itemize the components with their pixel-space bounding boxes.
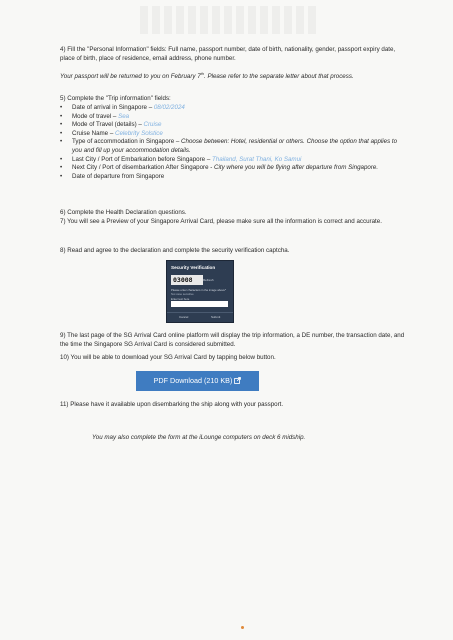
list-item: • Mode of Travel (details) – Cruise	[60, 121, 405, 130]
step-9-text: 9) The last page of the SG Arrival Card online platform will display the trip information, a DE number, the transaction date, and the time the Singapore SG Arrival Card is considered submitted.	[60, 332, 405, 348]
page-mark	[241, 626, 244, 629]
list-item: • Next City / Port of disembarkation After Singapore - City where you will be flying after departure from Singapore.	[60, 164, 405, 173]
list-item: • Cruise Name – Celebrity Solstice	[60, 130, 405, 139]
passport-note: Your passport will be returned to you on February 7th. Please refer to the separate letter about that process.	[60, 70, 354, 80]
show-through-text	[140, 6, 320, 34]
captcha-subtext: Not case sensitive	[171, 292, 194, 296]
pdf-download-button[interactable]	[136, 371, 259, 391]
captcha-input[interactable]	[171, 301, 228, 307]
step-8-text: 8) Read and agree to the declaration and complete the security verification captcha.	[60, 247, 290, 254]
step-7-text: 7) You will see a Preview of your Singapore Arrival Card, please make sure all the information is correct and accurate.	[60, 218, 382, 225]
captcha-question: Please enter characters in the image above*	[171, 288, 227, 292]
closing-note: You may also complete the form at the iLounge computers on deck 6 midship.	[92, 434, 306, 441]
step-5-heading: 5) Complete the "Trip information" fields:	[60, 95, 171, 102]
trip-info-list	[60, 104, 405, 181]
external-link-icon	[234, 377, 241, 384]
list-item: • Mode of travel – Sea	[60, 113, 405, 122]
captcha-button-bar	[167, 312, 233, 323]
step-4-text: 4) Fill the "Personal Information" fields: Full name, passport number, date of birth, nationality, gender, passport expiry date, place of birth, place of residence, email address, phone number.	[60, 46, 396, 62]
captcha-input-label: Enter text here	[171, 297, 190, 301]
list-item: • Date of departure from Singapore	[60, 173, 405, 182]
pdf-download-label: PDF Download (210 KB)	[153, 376, 233, 385]
security-verification-panel	[166, 260, 234, 323]
list-item: • Last City / Port of Embarkation before Singapore – Thailand, Surat Thani, Ko Samui	[60, 156, 405, 165]
step-6-text: 6) Complete the Health Declaration questions.	[60, 209, 187, 216]
list-item: • Date of arrival in Singapore – 08/02/2024	[60, 104, 405, 113]
submit-button[interactable]: Submit	[211, 315, 221, 319]
captcha-image: 03008	[171, 275, 203, 285]
step-11-text: 11) Please have it available upon disembarking the ship along with your passport.	[60, 401, 284, 408]
step-10-text: 10) You will be able to download your SG Arrival Card by tapping below button.	[60, 354, 276, 361]
captcha-refresh[interactable]: Refresh	[203, 278, 214, 282]
cancel-button[interactable]: Cancel	[179, 315, 189, 319]
list-item: • Type of accommodation in Singapore – Choose between: Hotel, residential or others. Choose the option that applies to you and fill up your accommodation details.	[60, 138, 405, 155]
security-title: Security Verification	[171, 265, 216, 270]
